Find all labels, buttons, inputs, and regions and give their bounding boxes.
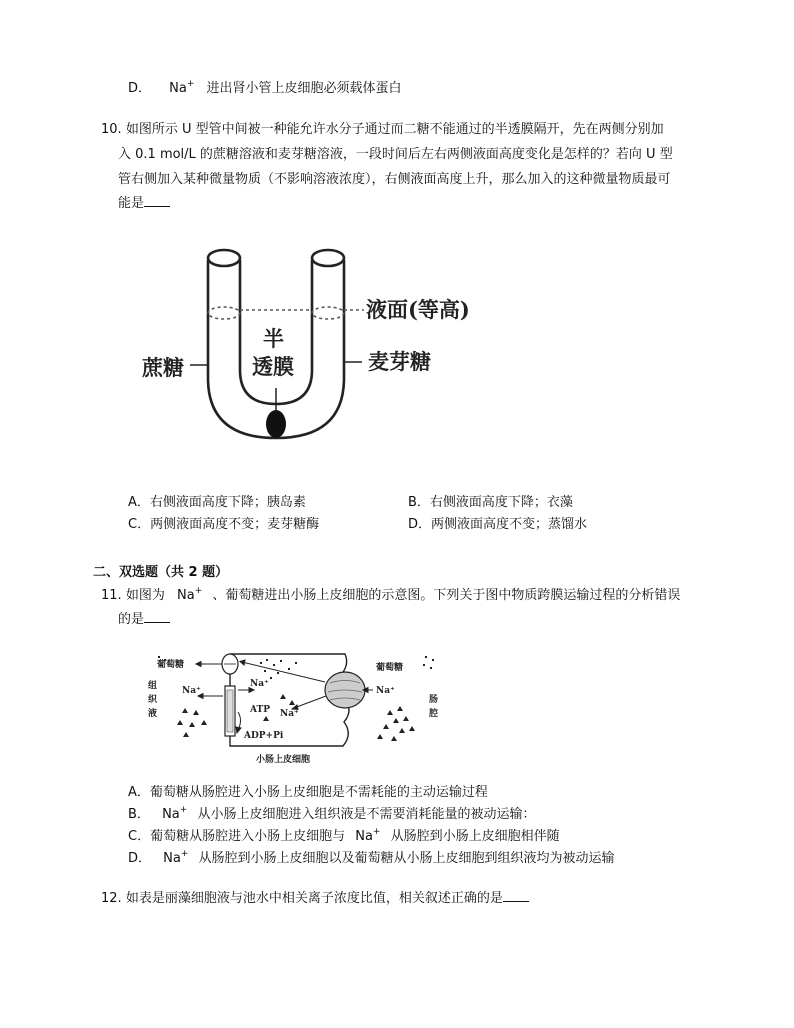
label-tissue-fluid-3: 液 bbox=[148, 709, 158, 719]
q10-line-4 bbox=[118, 191, 170, 216]
label-membrane-2: 透膜 bbox=[252, 354, 294, 379]
label-na-in: Na⁺ bbox=[280, 709, 299, 719]
question-text: 如表是丽藻细胞液与池水中相关离子浓度比值，相关叙述正确的是 bbox=[125, 891, 503, 906]
intestinal-cell-diagram bbox=[140, 650, 450, 770]
section-title: 二、双选题（共 2 题） bbox=[93, 565, 229, 580]
ion-symbol: Na bbox=[176, 588, 195, 603]
label-tissue-fluid-2: 织 bbox=[148, 695, 158, 705]
option-letter: D． bbox=[128, 81, 152, 96]
label-lumen-2: 腔 bbox=[429, 709, 439, 719]
question-number: 10. bbox=[101, 122, 122, 137]
label-glucose-right: 葡萄糖 bbox=[376, 663, 404, 673]
label-adp: ADP+Pi bbox=[244, 731, 284, 741]
semipermeable-membrane bbox=[266, 410, 286, 438]
option-letter: D． bbox=[128, 851, 152, 866]
q11-option-b bbox=[128, 803, 535, 822]
label-lumen-1: 肠 bbox=[429, 695, 439, 705]
label-liquid-level: 液面(等高) bbox=[366, 297, 470, 322]
label-cell: 小肠上皮细胞 bbox=[256, 755, 311, 765]
answer-blank bbox=[144, 610, 170, 623]
question-number: 11. bbox=[101, 588, 122, 603]
label-na-pump: Na⁺ bbox=[250, 679, 269, 689]
label-membrane-1: 半 bbox=[263, 326, 284, 351]
label-maltose: 麦芽糖 bbox=[368, 349, 431, 374]
q10-line-3: 管右侧加入某种微量物质（不影响溶液浓度），右侧液面高度上升，那么加入的这种微量物质最可 bbox=[118, 172, 671, 187]
answer-blank bbox=[503, 889, 529, 902]
option-letter: B． bbox=[128, 807, 150, 822]
q9-option-d bbox=[128, 77, 402, 96]
ion-charge: + bbox=[372, 827, 381, 837]
label-tissue-fluid-1: 组 bbox=[148, 681, 158, 691]
ion-symbol: Na bbox=[169, 81, 187, 96]
q10-line-1 bbox=[101, 117, 664, 142]
ion-charge: + bbox=[186, 79, 195, 89]
ion-charge: + bbox=[194, 586, 203, 596]
label-na-right: Na⁺ bbox=[376, 686, 395, 696]
q11-line-2 bbox=[118, 607, 170, 632]
u-tube-diagram bbox=[128, 238, 498, 448]
label-glucose-left: 葡萄糖 bbox=[157, 660, 185, 670]
ion-symbol: Na bbox=[163, 851, 181, 866]
option-text: 进出肾小管上皮细胞必须载体蛋白 bbox=[206, 81, 402, 96]
ion-symbol: Na bbox=[162, 807, 180, 822]
ion-charge: + bbox=[179, 805, 188, 815]
option-text: 从肠腔到小肠上皮细胞相伴随 bbox=[390, 829, 560, 844]
option-text: C．葡萄糖从肠腔进入小肠上皮细胞与 bbox=[128, 829, 346, 844]
q11-option-d bbox=[128, 847, 615, 866]
q10-option-a: A．右侧液面高度下降；胰岛素 bbox=[128, 495, 306, 510]
label-atp: ATP bbox=[250, 705, 270, 715]
question-text: 的是 bbox=[118, 612, 145, 627]
q11-line-1 bbox=[101, 583, 680, 610]
q10-option-c: C．两侧液面高度不变；麦芽糖酶 bbox=[128, 517, 320, 532]
q10-line-2: 入 0.1 mol/L 的蔗糖溶液和麦芽糖溶液，一段时间后左右两侧液面高度变化是怎样的？若向 U 型 bbox=[118, 147, 673, 162]
question-text: 、葡萄糖进出小肠上皮细胞的示意图。下列关于图中物质跨膜运输过程的分析错误 bbox=[212, 588, 681, 603]
question-number: 12. bbox=[101, 891, 122, 906]
q11-option-c bbox=[128, 825, 560, 844]
ion-symbol: Na bbox=[355, 829, 373, 844]
ion-charge: + bbox=[180, 849, 189, 859]
question-text: 如图所示 U 型管中间被一种能允许水分子通过而二糖不能通过的半透膜隔开，先在两侧分别加 bbox=[125, 122, 664, 137]
option-text: 从肠腔到小肠上皮细胞以及葡萄糖从小肠上皮细胞到组织液均为被动运输 bbox=[198, 851, 615, 866]
question-text: 能是 bbox=[118, 196, 145, 211]
q10-option-b: B．右侧液面高度下降；衣藻 bbox=[408, 495, 573, 510]
question-text: 如图为 bbox=[125, 588, 165, 603]
option-text: 从小肠上皮细胞进入组织液是不需要消耗能量的被动运输： bbox=[197, 807, 536, 822]
label-na-left: Na⁺ bbox=[182, 686, 201, 696]
q11-option-a: A．葡萄糖从肠腔进入小肠上皮细胞是不需耗能的主动运输过程 bbox=[128, 785, 488, 800]
q10-option-d: D．两侧液面高度不变；蒸馏水 bbox=[408, 517, 588, 532]
answer-blank bbox=[144, 194, 170, 207]
label-sucrose: 蔗糖 bbox=[142, 355, 184, 380]
q12-line-1 bbox=[101, 886, 529, 911]
